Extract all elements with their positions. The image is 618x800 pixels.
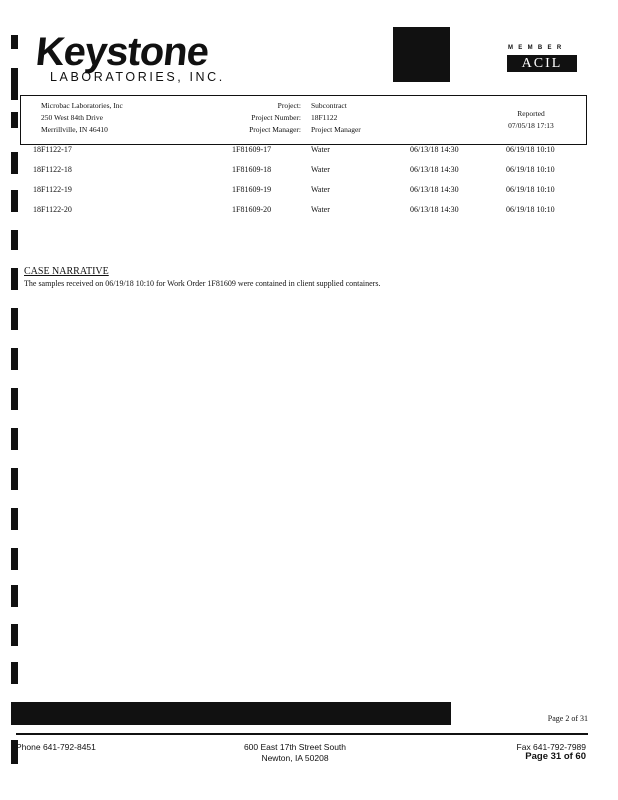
acil-logo: ACIL bbox=[507, 55, 577, 72]
margin-mark bbox=[11, 230, 18, 250]
margin-mark bbox=[11, 348, 18, 370]
footer-fax-block bbox=[470, 742, 586, 762]
table-row bbox=[0, 144, 618, 156]
client-street: 250 West 84th Drive bbox=[41, 113, 103, 122]
client-city: Merrillville, IN 46410 bbox=[41, 125, 108, 134]
project-number-label: Project Number: bbox=[251, 113, 301, 122]
client-sample-id: 18F1122-17 bbox=[33, 145, 72, 154]
lab-sample-id: 1F81609-18 bbox=[232, 165, 272, 174]
date-sampled: 06/13/18 14:30 bbox=[410, 205, 459, 214]
redaction-block bbox=[393, 27, 450, 82]
footer-address bbox=[220, 742, 370, 764]
footer-divider bbox=[16, 733, 588, 735]
project-label: Project: bbox=[277, 101, 301, 110]
date-sampled: 06/13/18 14:30 bbox=[410, 145, 459, 154]
date-sampled: 06/13/18 14:30 bbox=[410, 185, 459, 194]
case-narrative-title: CASE NARRATIVE bbox=[24, 266, 109, 277]
date-received: 06/19/18 10:10 bbox=[506, 165, 555, 174]
margin-mark bbox=[11, 508, 18, 530]
company-subtitle: LABORATORIES, INC. bbox=[50, 70, 225, 84]
margin-mark bbox=[11, 35, 18, 49]
date-received: 06/19/18 10:10 bbox=[506, 205, 555, 214]
project-manager-value: Project Manager bbox=[311, 125, 361, 134]
margin-mark bbox=[11, 68, 18, 100]
member-label: MEMBER bbox=[508, 45, 567, 51]
margin-mark bbox=[11, 585, 18, 607]
project-number-value: 18F1122 bbox=[311, 113, 338, 122]
date-sampled: 06/13/18 14:30 bbox=[410, 165, 459, 174]
reported-value: 07/05/18 17:13 bbox=[508, 121, 554, 130]
footer-address-line2: Newton, IA 50208 bbox=[261, 753, 329, 763]
client-sample-id: 18F1122-18 bbox=[33, 165, 72, 174]
margin-mark bbox=[11, 624, 18, 646]
margin-mark bbox=[11, 468, 18, 490]
margin-mark bbox=[11, 428, 18, 450]
report-header-box bbox=[20, 95, 587, 145]
lab-sample-id: 1F81609-20 bbox=[232, 205, 272, 214]
footer-phone: Phone 641-792-8451 bbox=[16, 742, 96, 752]
lab-sample-id: 1F81609-19 bbox=[232, 185, 272, 194]
date-received: 06/19/18 10:10 bbox=[506, 185, 555, 194]
table-row bbox=[0, 164, 618, 176]
footer-address-line1: 600 East 17th Street South bbox=[243, 742, 347, 752]
footer-black-bar bbox=[11, 702, 451, 725]
client-sample-id: 18F1122-20 bbox=[33, 205, 72, 214]
reported-label: Reported bbox=[517, 109, 545, 118]
client-name: Microbac Laboratories, Inc bbox=[41, 101, 123, 110]
matrix: Water bbox=[311, 165, 330, 174]
table-row bbox=[0, 184, 618, 196]
margin-mark bbox=[11, 548, 18, 570]
matrix: Water bbox=[311, 185, 330, 194]
case-narrative-text: The samples received on 06/19/18 10:10 for Work Order 1F81609 were contained in client supplied containers. bbox=[24, 279, 381, 288]
matrix: Water bbox=[311, 145, 330, 154]
table-row bbox=[0, 204, 618, 216]
margin-mark bbox=[11, 388, 18, 410]
date-received: 06/19/18 10:10 bbox=[506, 145, 555, 154]
project-manager-label: Project Manager: bbox=[249, 125, 301, 134]
project-value: Subcontract bbox=[311, 101, 347, 110]
matrix: Water bbox=[311, 205, 330, 214]
report-page-number: Page 2 of 31 bbox=[547, 714, 588, 723]
client-sample-id: 18F1122-19 bbox=[33, 185, 72, 194]
margin-mark bbox=[11, 308, 18, 330]
footer-page-total: Page 31 of 60 bbox=[525, 751, 586, 762]
margin-mark bbox=[11, 662, 18, 684]
margin-mark bbox=[11, 112, 18, 128]
lab-sample-id: 1F81609-17 bbox=[232, 145, 272, 154]
company-logo: Keystone bbox=[33, 30, 211, 74]
margin-mark bbox=[11, 268, 18, 290]
footer-fax: Fax 641-792-7989 bbox=[516, 742, 586, 752]
